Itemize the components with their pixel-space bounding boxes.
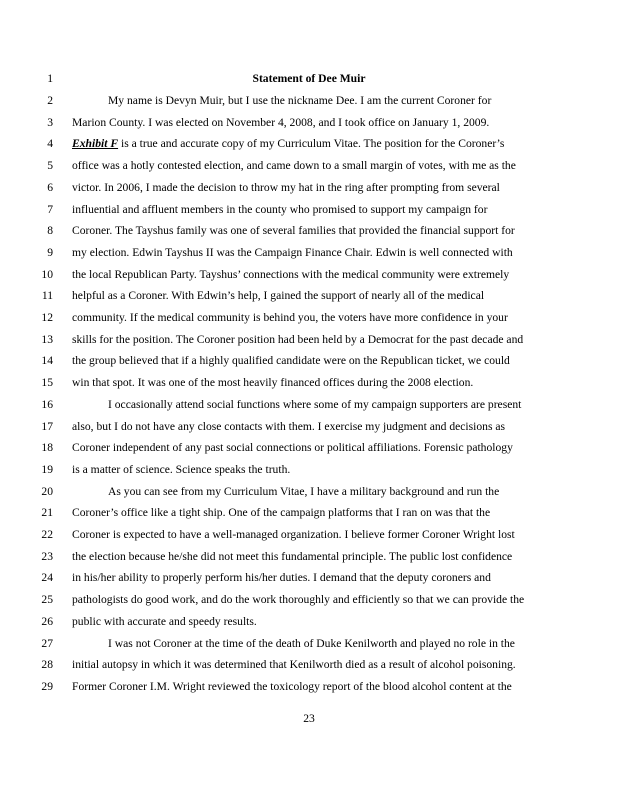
document-line bbox=[0, 567, 618, 589]
line-content: pathologists do good work, and do the work thoroughly and efficiently so that we can provide the bbox=[72, 593, 525, 607]
line-text bbox=[72, 242, 513, 264]
line-text bbox=[72, 177, 500, 199]
document-line bbox=[0, 416, 618, 438]
document-line bbox=[0, 329, 618, 351]
line-text bbox=[72, 502, 490, 524]
line-content: win that spot. It was one of the most heavily financed offices during the 2008 election. bbox=[72, 376, 474, 390]
line-content: the election because he/she did not meet this fundamental principle. The public lost confidence bbox=[72, 549, 513, 563]
line-content: influential and affluent members in the county who promised to support my campaign for bbox=[72, 202, 488, 216]
line-text bbox=[72, 155, 516, 177]
line-content: public with accurate and speedy results. bbox=[72, 614, 257, 628]
line-text bbox=[108, 394, 521, 416]
line-number: 19 bbox=[41, 462, 53, 476]
line-text bbox=[72, 264, 509, 286]
line-text bbox=[72, 654, 516, 676]
document-line bbox=[0, 112, 618, 134]
document-line bbox=[0, 459, 618, 481]
line-number: 25 bbox=[41, 593, 53, 607]
line-number: 12 bbox=[41, 311, 53, 324]
line-number: 23 bbox=[41, 549, 53, 563]
line-number: 4 bbox=[47, 137, 53, 151]
document-line bbox=[0, 372, 618, 394]
line-content: victor. In 2006, I made the decision to throw my hat in the ring after prompting from several bbox=[72, 180, 500, 194]
document-line bbox=[0, 633, 618, 655]
line-number: 20 bbox=[41, 484, 53, 498]
line-number: 17 bbox=[41, 419, 53, 433]
line-number: 1 bbox=[47, 72, 53, 85]
document-line bbox=[0, 350, 618, 372]
document-line bbox=[0, 307, 618, 329]
line-number: 27 bbox=[41, 636, 53, 650]
line-content: As you can see from my Curriculum Vitae, I have a military background and run the bbox=[108, 484, 500, 498]
document-line bbox=[0, 437, 618, 459]
line-text bbox=[72, 199, 487, 221]
line-number: 5 bbox=[47, 159, 53, 173]
title-line bbox=[0, 68, 618, 90]
document-line bbox=[0, 502, 618, 524]
line-number: 13 bbox=[41, 332, 53, 346]
line-text bbox=[72, 350, 510, 372]
line-text bbox=[72, 589, 524, 611]
line-text bbox=[72, 372, 473, 394]
line-text bbox=[72, 437, 513, 459]
document-line bbox=[0, 546, 618, 568]
line-number: 2 bbox=[47, 94, 53, 107]
document-line bbox=[0, 177, 618, 199]
line-text bbox=[72, 459, 290, 481]
document-line bbox=[0, 524, 618, 546]
line-text bbox=[72, 133, 504, 155]
line-text bbox=[108, 633, 515, 655]
line-text bbox=[108, 90, 491, 112]
line-content: I occasionally attend social functions where some of my campaign supporters are present bbox=[108, 397, 522, 411]
line-content: skills for the position. The Coroner position had been held by a Democrat for the past decade and bbox=[72, 332, 524, 346]
line-number: 9 bbox=[47, 245, 53, 259]
document-line bbox=[0, 654, 618, 676]
line-number: 8 bbox=[47, 224, 53, 238]
line-number: 6 bbox=[47, 180, 53, 194]
line-text bbox=[72, 524, 515, 546]
exhibit-reference: Exhibit F bbox=[72, 137, 119, 151]
line-number: 24 bbox=[41, 571, 53, 585]
line-content: is a matter of science. Science speaks the truth. bbox=[72, 462, 291, 476]
line-content: also, but I do not have any close contacts with them. I exercise my judgment and decisions as bbox=[72, 419, 506, 433]
document-line bbox=[0, 199, 618, 221]
line-text bbox=[108, 481, 499, 503]
line-content: helpful as a Coroner. With Edwin’s help, I gained the support of nearly all of the medical bbox=[72, 289, 485, 303]
line-number: 18 bbox=[41, 441, 53, 455]
line-content: the group believed that if a highly qualified candidate were on the Republican ticket, we could bbox=[72, 354, 510, 368]
line-number: 7 bbox=[47, 202, 53, 216]
line-number: 3 bbox=[47, 115, 53, 129]
line-content: Coroner independent of any past social connections or political affiliations. Forensic pathology bbox=[72, 441, 513, 455]
document-line bbox=[0, 589, 618, 611]
document-line bbox=[0, 242, 618, 264]
document-line bbox=[0, 676, 618, 698]
document-line bbox=[0, 285, 618, 307]
line-number: 22 bbox=[41, 528, 53, 541]
line-content: is a true and accurate copy of my Curriculum Vitae. The position for the Coroner’s bbox=[118, 137, 505, 151]
line-number: 14 bbox=[41, 354, 53, 368]
line-content: Coroner is expected to have a well-managed organization. I believe former Coroner Wright lost bbox=[72, 528, 515, 541]
line-text bbox=[72, 611, 257, 633]
line-content: the local Republican Party. Tayshus’ connections with the medical community were extremely bbox=[72, 267, 510, 281]
line-text bbox=[72, 567, 491, 589]
document-line bbox=[0, 220, 618, 242]
line-number: 21 bbox=[41, 506, 53, 520]
line-content: my election. Edwin Tayshus II was the Campaign Finance Chair. Edwin is well connected with bbox=[72, 245, 513, 259]
line-number: 28 bbox=[41, 658, 53, 672]
document-line bbox=[0, 264, 618, 286]
document-line bbox=[0, 611, 618, 633]
line-number: 26 bbox=[41, 614, 53, 628]
line-content: Marion County. I was elected on November 4, 2008, and I took office on January 1, 2009. bbox=[72, 115, 490, 129]
line-content: Coroner’s office like a tight ship. One of the campaign platforms that I ran on was that the bbox=[72, 506, 491, 520]
line-number: 10 bbox=[41, 267, 53, 281]
line-content: office was a hotly contested election, and came down to a small margin of votes, with me as the bbox=[72, 159, 516, 173]
line-text bbox=[72, 285, 484, 307]
line-text bbox=[72, 329, 523, 351]
page-title: Statement of Dee Muir bbox=[252, 72, 366, 85]
line-number: 16 bbox=[41, 397, 53, 411]
document-line bbox=[0, 90, 618, 112]
line-content: My name is Devyn Muir, but I use the nickname Dee. I am the current Coroner for bbox=[108, 94, 492, 107]
line-content: in his/her ability to properly perform his/her duties. I demand that the deputy coroners and bbox=[72, 571, 491, 585]
line-number: 29 bbox=[41, 679, 53, 693]
line-content: initial autopsy in which it was determined that Kenilworth died as a result of alcohol poisoning. bbox=[72, 658, 516, 672]
line-content: Coroner. The Tayshus family was one of several families that provided the financial support for bbox=[72, 224, 515, 238]
line-text bbox=[72, 112, 489, 134]
line-content: community. If the medical community is behind you, the voters have more confidence in your bbox=[72, 311, 508, 324]
document-line bbox=[0, 155, 618, 177]
line-number: 15 bbox=[41, 376, 53, 390]
line-number: 11 bbox=[41, 289, 53, 303]
page-number: 23 bbox=[303, 712, 315, 725]
line-text bbox=[72, 307, 508, 329]
line-content: Former Coroner I.M. Wright reviewed the toxicology report of the blood alcohol content at the bbox=[72, 679, 512, 693]
document-line bbox=[0, 481, 618, 503]
line-text bbox=[72, 676, 512, 698]
line-text bbox=[72, 546, 512, 568]
document-line bbox=[0, 394, 618, 416]
line-text bbox=[72, 416, 505, 438]
line-content: I was not Coroner at the time of the death of Duke Kenilworth and played no role in the bbox=[108, 636, 515, 650]
document-line bbox=[0, 133, 618, 155]
line-text bbox=[72, 220, 515, 242]
